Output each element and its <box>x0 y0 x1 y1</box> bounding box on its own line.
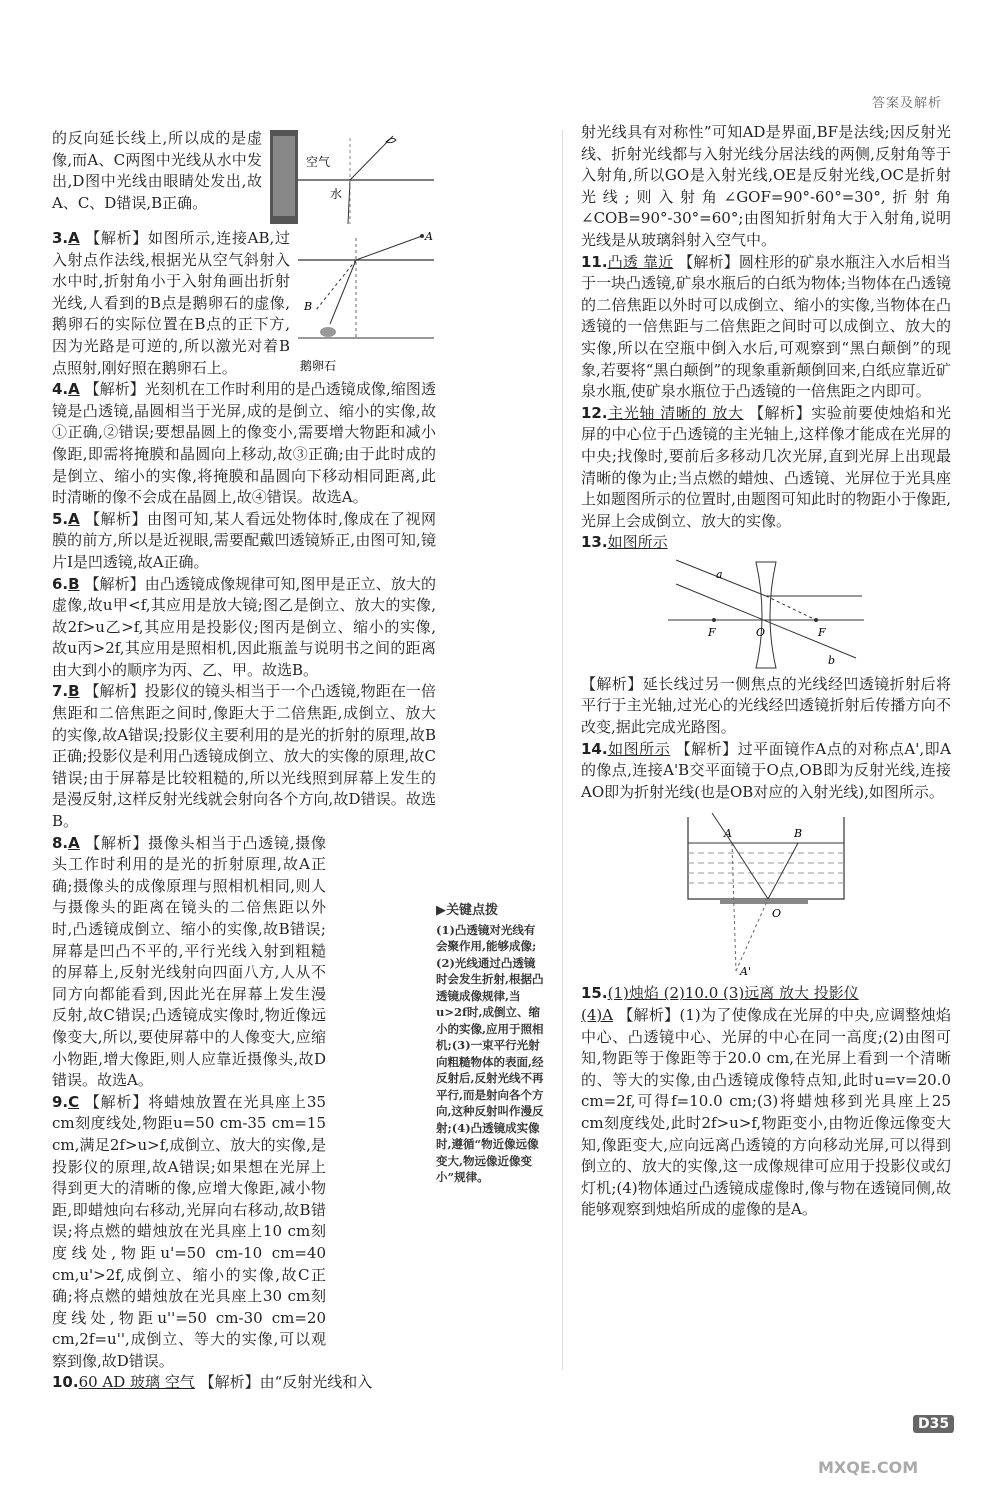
question-3: A B 鹅卵石 3.A 【解析】如图所示,连接AB,过入射点作法线,根据光从空气斜射入水中时,折射角小于入射角画出折射光线,人看到的B点是鹅卵石的虚像,鹅卵石的实际位置在B点的正下方,因为光路是可逆的,所以激光对着B点照射,刚好照在鹅卵石上。 <box>52 228 436 379</box>
question-9: 9.C 【解析】将蜡烛放置在光具座上35 cm刻度线处,物距u=50 cm-35 cm=15 cm,满足2f>u>f,成倒立、放大的实像,是投影仪的原理,故A错误;如果想在光屏上得到更大的清晰的像,应增大像距,减小物距,即蜡烛向右移动,光屏向右移动,故B错误;将点燃的蜡烛放在光具座上10 cm刻度线处,物距u'=50 cm-10 cm=40 cm,u'>2f,成倒立、缩小的实像,故C正确;将点燃的蜡烛放在光具座上30 cm刻度线处,物距u''=50 cm-30 cm=20 cm,2f=u'',成倒立、等大的实像,可以观察到像,故D错误。 <box>52 1092 326 1370</box>
fig3-caption: 鹅卵石 <box>300 359 337 373</box>
left-column <box>52 128 436 1394</box>
svg-text:F: F <box>708 625 716 639</box>
question-13: 13.如图所示 <box>581 533 668 552</box>
question-10: 10.60 AD 玻璃 空气 【解析】由“反射光线和入 <box>52 1373 373 1392</box>
mirror-figure <box>676 807 856 979</box>
right-column <box>581 122 951 1221</box>
question-11: 11.凸透 靠近 【解析】圆柱形的矿泉水瓶注入水后相当于一块凸透镜,矿泉水瓶后的白纸为物体;当物体在凸透镜的二倍焦距以外时可以成倒立、缩小的实像,当物体在凸透镜的一倍焦距与二倍焦距之间时可以成倒立、放大的实像,所以在空瓶中倒入水后,可观察到“黑白颠倒”的现象,若要将“黑白颠倒”的现象重新颠倒回来,白纸应靠近矿泉水瓶,使矿泉水瓶位于凸透镜的一倍焦距之内即可。 <box>581 252 951 401</box>
concave-lens <box>756 562 776 668</box>
plane-mirror <box>720 899 808 904</box>
running-header: 答案及解析 <box>871 96 942 111</box>
refraction-figure <box>268 128 436 226</box>
question-15: 15.(1)烛焰 (2)10.0 (3)远离 放大 投影仪 (4)A 【解析】(1)为了使像成在光屏的中央,应调整烛焰中心、凸透镜中心、光屏的中心在同一高度;(2)由图可知,物距等于像距等于20.0 cm,在光屏上看到一个清晰的、等大的实像,由凸透镜成像特点知,此时u=v=20.0 cm=2f,可得f=10.0 cm;(3)将蜡烛移到光具座上25 cm刻度线处,此时2f>u>f,物距变小,由物近像远像变大知,像距变大,应向远离凸透镜的方向移动光屏,可以得到倒立的、放大的实像,这一成像规律可应用于投影仪或幻灯机;(4)物体通过凸透镜成虚像时,像与物在透镜同侧,故能够观察到烛焰所成的虚像的是A。 <box>581 984 951 1219</box>
eye-icon <box>386 138 396 142</box>
svg-text:A': A' <box>740 965 751 979</box>
svg-text:O: O <box>772 907 782 921</box>
question-7: 7.B 【解析】投影仪的镜头相当于一个凸透镜,物距在一倍焦距和二倍焦距之间时,像距大于二倍焦距,成倒立、放大的实像,故A错误;投影仪主要利用的是光的折射的原理,故B正确;投影仪是利用凸透镜成倒立、放大的实像的原理,故C错误;由于屏幕是比较粗糙的,所以光线照到屏幕上发生的是漫反射,这样反射光线就会射向各个方向,故D错误。故选B。 <box>52 682 436 831</box>
svg-text:B: B <box>304 300 313 313</box>
site-watermark: MXQE.COM <box>818 1458 919 1477</box>
column-separator <box>562 130 563 1370</box>
answer-10-continuation: 射光线具有对称性”可知AD是界面,BF是法线;因反射光线、折射光线都与入射光线分居法线的两侧,反射角等于入射角,所以GO是入射光线,OE是反射光线,OC是折射光线;则入射角∠GOF=90°-60°=30°,折射角∠COB=90°-30°=60°;由图知折射角大于入射角,说明光线是从玻璃斜射入空气中。 <box>581 123 951 249</box>
question-6: 6.B 【解析】由凸透镜成像规律可知,图甲是正立、放大的虚像,故u甲<f,其应用是放大镜;图乙是倒立、放大的实像,故2f>u乙>f,其应用是投影仪;图丙是倒立、缩小的实像,故u丙>2f,其应用是照相机,因此瓶盖与说明书之间的距离由大到小的顺序为丙、乙、甲。故选B。 <box>52 574 436 679</box>
concave-lens-figure <box>666 558 866 670</box>
question-4: 4.A 【解析】光刻机在工作时利用的是凸透镜成像,缩图透镜是凸透镜,晶圆相当于光屏,成的是倒立、缩小的实像,故①正确,②错误;要想晶圆上的像变小,需要增大物距和减小像距,即需将掩膜和晶圆向上移动,故③正确;由于此时成的是倒立、缩小的实像,将掩膜和晶圆向下移动相同距离,此时清晰的像不会成在晶圆上,故④错误。故选A。 <box>52 380 436 507</box>
key-tips-body: (1)凸透镜对光线有会聚作用,能够成像;(2)光线通过凸透镜时会发生折射,根据凸透镜成像规律,当u>2f时,成倒立、缩小的实像,应用于照相机;(3)一束平行光射向粗糙物体的表面,经反射后,反射光线不再平行,而是射向各个方向,这种反射叫作漫反射;(4)凸透镜成实像时,遵循“物近像远像变大,物远像近像变小”规律。 <box>436 922 544 1184</box>
svg-text:F: F <box>818 625 826 639</box>
key-tips-box <box>436 903 546 1186</box>
fig-water-label: 水 <box>330 187 343 201</box>
pebble-figure <box>296 228 436 374</box>
svg-text:B: B <box>794 827 803 841</box>
question-8: 8.A 【解析】摄像头相当于凸透镜,摄像头工作时利用的是光的折射原理,故A正确;摄像头的成像原理与照相机相同,则人与摄像头的距离在镜头的二倍焦距以外时,凸透镜成倒立、缩小的实像,故B错误;屏幕是凹凸不平的,平行光线入射到粗糙的屏幕上,反射光线射向四面八方,人从不同方向都能看到,因此光在屏幕上发生漫反射,故C错误;凸透镜成实像时,物近像远像变大,所以,要使屏幕中的人像变大,应缩小物距,增大像距,则人应靠近摄像头,故D错误。故选A。 <box>52 833 326 1090</box>
question-14: 14.如图所示 【解析】过平面镜作A点的对称点A',即A的像点,连接A'B交平面镜于O点,OB即为反射光线,连接AO即为折射光线(也是OB对应的入射光线),如图所示。 <box>581 739 951 801</box>
answer-13-analysis: 【解析】延长线过另一侧焦点的光线经凹透镜折射后将平行于主光轴,过光心的光线经凹透镜折射后传播方向不改变,据此完成光路图。 <box>581 674 951 737</box>
question-5: 5.A 【解析】由图可知,某人看远处物体时,像成在了视网膜的前方,所以是近视眼,需要配戴凹透镜矫正,由图可知,镜片Ⅰ是凹透镜,故A正确。 <box>52 509 436 571</box>
container <box>688 817 844 899</box>
svg-text:b: b <box>828 653 836 667</box>
answer-continuation: 空气 水 的反向延长线上,所以成的是虚像,而A、C两图中光线从水中发出,D图中光线由眼睛处发出,故A、C、D错误,B正确。 <box>52 128 436 214</box>
svg-text:A: A <box>724 827 732 841</box>
svg-text:O: O <box>756 625 766 639</box>
svg-text:a: a <box>716 567 723 581</box>
svg-text:A: A <box>425 230 433 243</box>
pebble-shape <box>320 327 336 337</box>
page-number: D35 <box>913 1415 954 1433</box>
question-12: 12.主光轴 清晰的 放大 【解析】实验前要使烛焰和光屏的中心位于凸透镜的主光轴上,这样像才能成在光屏的中央;找像时,要前后多移动几次光屏,直到光屏上出现最清晰的像为止;当点燃的蜡烛、凸透镜、光屏位于光具座上如题图所示的位置时,由题图可知此时的物距小于像距,光屏上会成倒立、放大的实像。 <box>581 403 951 530</box>
key-tips-title: ▶关键点拨 <box>436 903 498 918</box>
fig-air-label: 空气 <box>306 155 331 169</box>
